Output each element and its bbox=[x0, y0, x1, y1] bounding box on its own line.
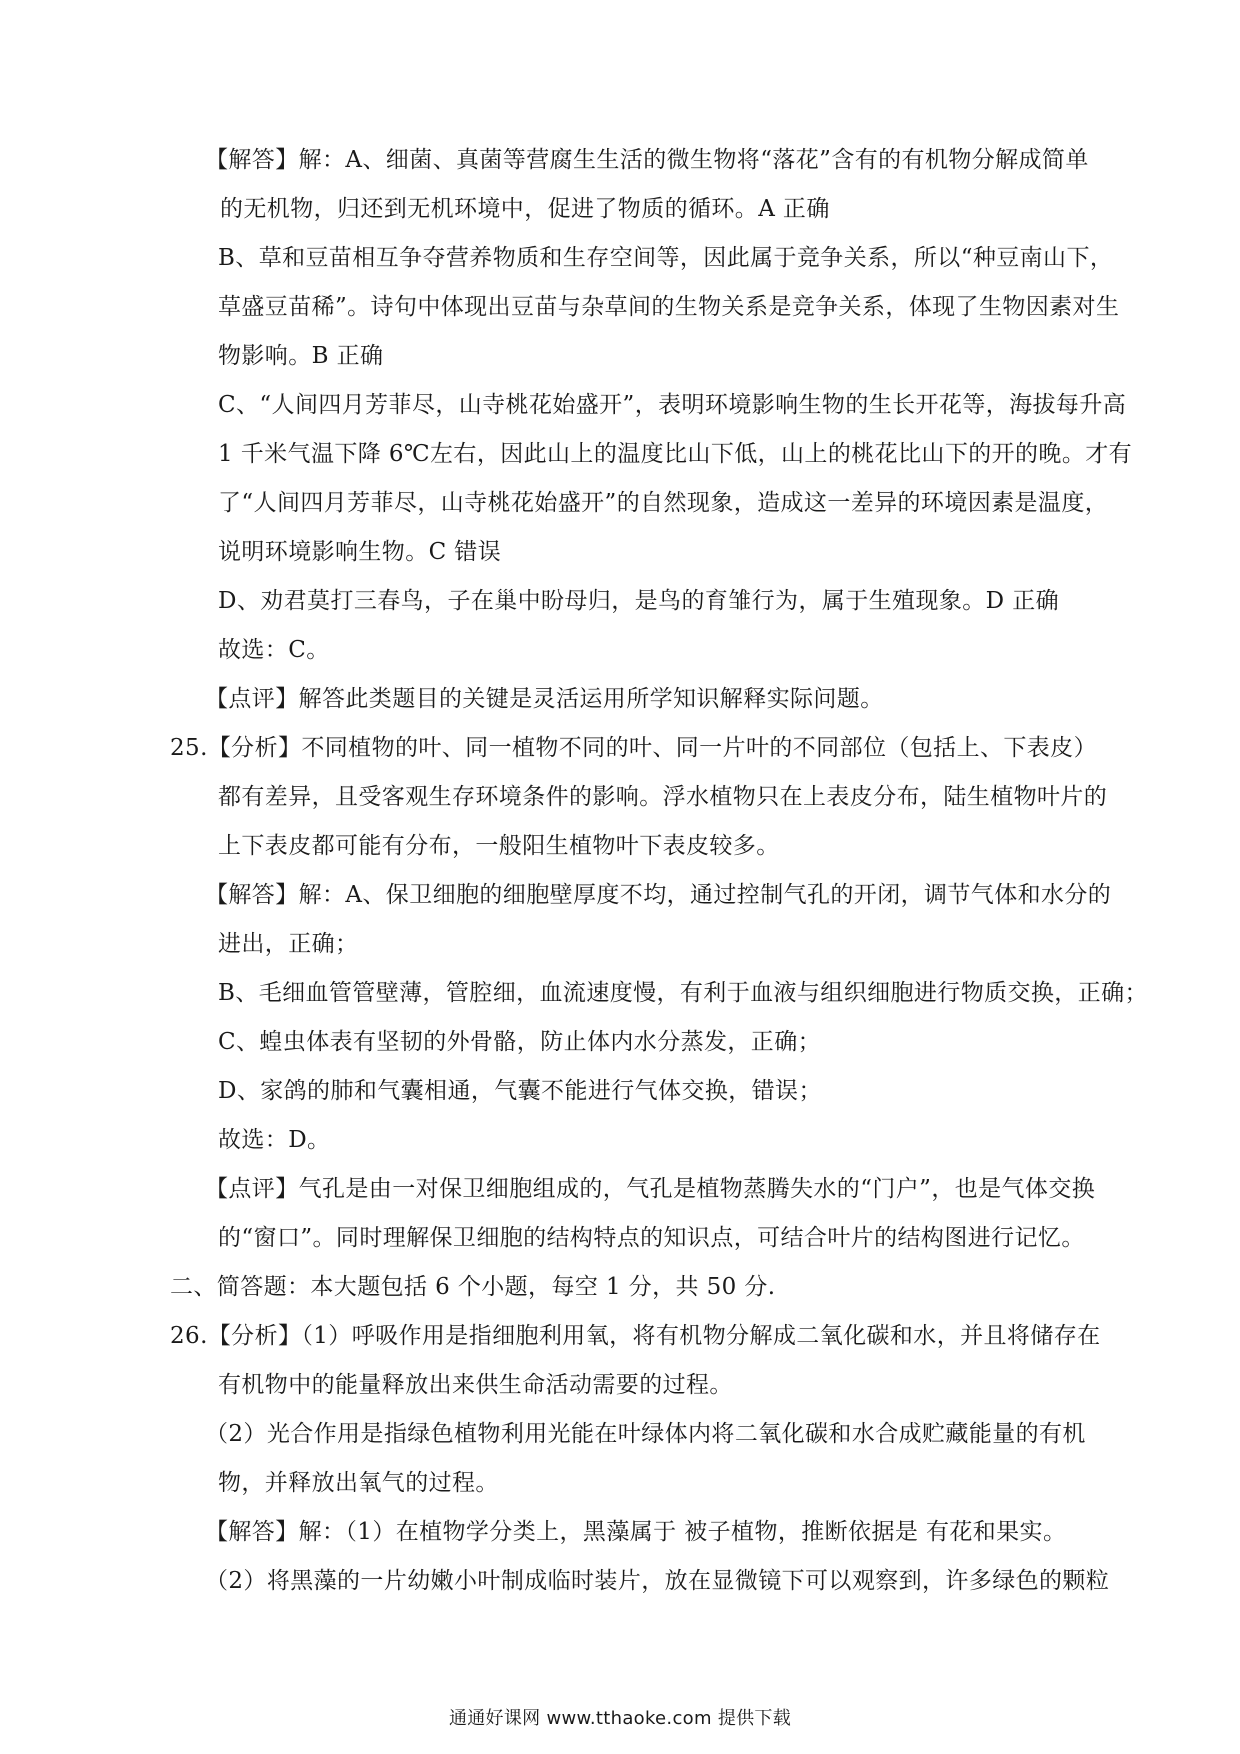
text-line-16: 【解答】解：A、保卫细胞的细胞壁厚度不均，通过控制气孔的开闭，调节气体和水分的 bbox=[205, 882, 1112, 908]
page-footer: 通通好课网 www.tthaoke.com 提供下载 bbox=[448, 1708, 792, 1729]
text-line-14: 都有差异，且受客观生存环境条件的影响。浮水植物只在上表皮分布，陆生植物叶片的 bbox=[218, 784, 1108, 810]
text-line-17: 进出，正确； bbox=[218, 931, 359, 957]
text-line-13: 25.【分析】不同植物的叶、同一植物不同的叶、同一片叶的不同部位（包括上、下表皮） bbox=[170, 735, 1097, 761]
text-line-29: 【解答】解：（1）在植物学分类上，黑藻属于 被子植物，推断依据是 有花和果实。 bbox=[205, 1519, 1067, 1545]
text-line-15: 上下表皮都可能有分布，一般阳生植物叶下表皮较多。 bbox=[218, 833, 780, 859]
text-line-18: B、毛细血管管壁薄，管腔细，血流速度慢，有利于血液与组织细胞进行物质交换，正确； bbox=[218, 980, 1148, 1006]
text-line-7: 1 千米气温下降 6℃左右，因此山上的温度比山下低，山上的桃花比山下的开的晚。才有 bbox=[218, 441, 1133, 467]
text-line-3: B、草和豆苗相互争夺营养物质和生存空间等，因此属于竞争关系，所以“种豆南山下， bbox=[218, 245, 1114, 271]
text-line-6: C、“人间四月芳菲尽，山寺桃花始盛开”，表明环境影响生物的生长开花等，海拔每升高 bbox=[218, 392, 1127, 418]
text-line-5: 物影响。B 正确 bbox=[218, 343, 384, 369]
text-line-25: 26.【分析】（1）呼吸作用是指细胞利用氧，将有机物分解成二氧化碳和水，并且将储存在 bbox=[170, 1323, 1101, 1349]
text-line-27: （2）光合作用是指绿色植物利用光能在叶绿体内将二氧化碳和水合成贮藏能量的有机 bbox=[205, 1421, 1086, 1447]
text-line-26: 有机物中的能量释放出来供生命活动需要的过程。 bbox=[218, 1372, 733, 1398]
text-line-21: 故选：D。 bbox=[218, 1127, 331, 1153]
text-line-19: C、蝗虫体表有坚韧的外骨骼，防止体内水分蒸发，正确； bbox=[218, 1029, 821, 1055]
text-line-28: 物，并释放出氧气的过程。 bbox=[218, 1470, 499, 1496]
text-line-30: （2）将黑藻的一片幼嫩小叶制成临时装片，放在显微镜下可以观察到，许多绿色的颗粒 bbox=[205, 1568, 1110, 1594]
text-line-11: 故选：C。 bbox=[218, 637, 330, 663]
text-line-1: 【解答】解：A、细菌、真菌等营腐生生活的微生物将“落花”含有的有机物分解成简单 bbox=[205, 147, 1089, 173]
text-line-4: 草盛豆苗稀”。诗句中体现出豆苗与杂草间的生物关系是竞争关系，体现了生物因素对生 bbox=[218, 294, 1120, 320]
text-line-8: 了“人间四月芳菲尽，山寺桃花始盛开”的自然现象，造成这一差异的环境因素是温度， bbox=[218, 490, 1109, 516]
text-line-22: 【点评】气孔是由一对保卫细胞组成的，气孔是植物蒸腾失水的“门户”，也是气体交换 bbox=[205, 1176, 1096, 1202]
text-line-20: D、家鸽的肺和气囊相通，气囊不能进行气体交换，错误； bbox=[218, 1078, 822, 1104]
text-line-12: 【点评】解答此类题目的关键是灵活运用所学知识解释实际问题。 bbox=[205, 686, 884, 712]
section-heading: 二、简答题：本大题包括 6 个小题，每空 1 分，共 50 分. bbox=[170, 1274, 776, 1300]
text-line-10: D、劝君莫打三春鸟，子在巢中盼母归，是鸟的育雏行为，属于生殖现象。D 正确 bbox=[218, 588, 1059, 614]
text-line-23: 的“窗口”。同时理解保卫细胞的结构特点的知识点，可结合叶片的结构图进行记忆。 bbox=[218, 1225, 1085, 1251]
text-line-9: 说明环境影响生物。C 错误 bbox=[218, 539, 502, 565]
text-line-2: 的无机物，归还到无机环境中，促进了物质的循环。A 正确 bbox=[220, 196, 830, 222]
